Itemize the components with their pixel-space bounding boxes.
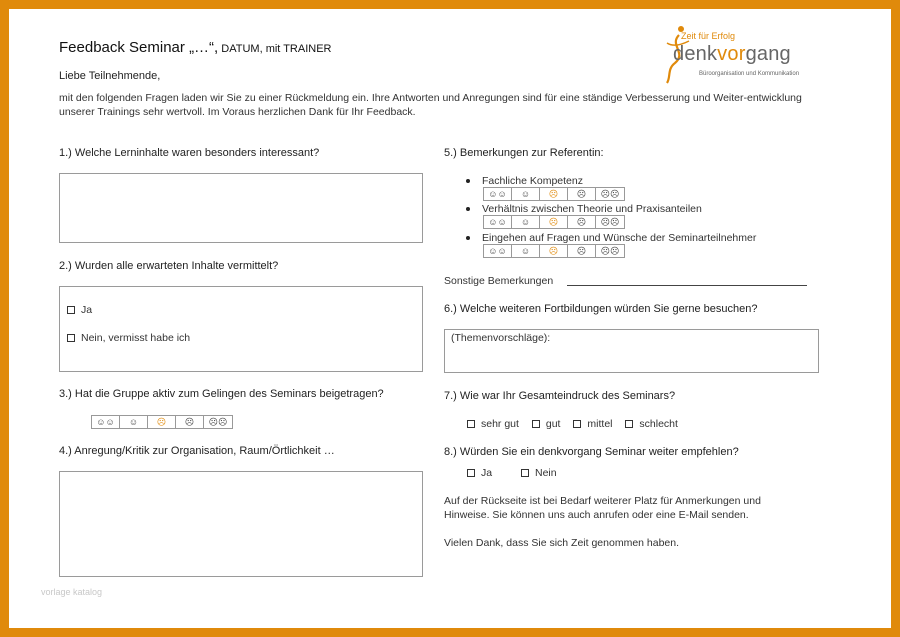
- rating-neutral[interactable]: ☹: [540, 216, 568, 228]
- q5-label: 5.) Bemerkungen zur Referentin:: [444, 147, 604, 159]
- watermark: vorlage katalog: [41, 587, 103, 597]
- q2-option-yes[interactable]: Ja: [67, 304, 92, 316]
- logo-subtitle: Büroorganisation und Kommunikation: [699, 71, 800, 77]
- rating-very-good[interactable]: ☺☺: [92, 416, 120, 428]
- q5-rating-scale-3[interactable]: [483, 244, 625, 258]
- q6-label: 6.) Welche weiteren Fortbildungen würden Sie gerne besuchen?: [444, 303, 758, 315]
- q3-rating-scale[interactable]: [91, 415, 233, 429]
- checkbox[interactable]: [521, 469, 529, 477]
- q5-rating-scale-1[interactable]: [483, 187, 625, 201]
- footer-thanks: Vielen Dank, dass Sie sich Zeit genommen haben.: [444, 537, 680, 549]
- rating-very-good[interactable]: ☺☺: [484, 245, 512, 257]
- q3-label: 3.) Hat die Gruppe aktiv zum Gelingen des Seminars beigetragen?: [59, 388, 384, 400]
- q8-label: 8.) Würden Sie ein denkvorgang Seminar weiter empfehlen?: [444, 446, 739, 458]
- rating-very-good[interactable]: ☺☺: [484, 188, 512, 200]
- rating-bad[interactable]: ☹: [176, 416, 204, 428]
- checkbox[interactable]: [532, 420, 540, 428]
- logo-tagline: Zeit für Erfolg: [681, 31, 736, 41]
- q8-option-yes[interactable]: Ja: [467, 467, 492, 479]
- checkbox[interactable]: [467, 469, 475, 477]
- intro-text: mit den folgenden Fragen laden wir Sie zu einer Rückmeldung ein. Ihre Antworten und Anregungen sind für eine ständige Verbesserung und Weiter-entwicklung unserer Trainings sehr wertvoll. Im Voraus herzlichen Dank für Ihr Feedback.: [59, 92, 802, 118]
- rating-bad[interactable]: ☹: [568, 245, 596, 257]
- page-title: Feedback Seminar „…“, DATUM, mit TRAINER: [59, 39, 332, 56]
- q7-option-sehr-gut[interactable]: sehr gut: [467, 418, 519, 430]
- rating-very-bad[interactable]: ☹☹: [600, 246, 620, 256]
- checkbox[interactable]: [625, 420, 633, 428]
- q7-option-mittel[interactable]: mittel: [573, 418, 612, 430]
- q6-placeholder: (Themenvorschläge):: [451, 332, 551, 344]
- rating-very-good[interactable]: ☺☺: [484, 216, 512, 228]
- rating-good[interactable]: ☺: [120, 416, 148, 428]
- q5-item: Eingehen auf Fragen und Wünsche der Seminarteilnehmer: [466, 232, 756, 244]
- q2-answer-box: [59, 286, 423, 372]
- rating-neutral[interactable]: ☹: [540, 188, 568, 200]
- q1-label: 1.) Welche Lerninhalte waren besonders interessant?: [59, 147, 320, 159]
- q7-option-schlecht[interactable]: schlecht: [625, 418, 678, 430]
- checkbox[interactable]: [67, 334, 75, 342]
- q8-option-no[interactable]: Nein: [521, 467, 557, 479]
- q4-label: 4.) Anregung/Kritik zur Organisation, Raum/Örtlichkeit …: [59, 445, 335, 457]
- rating-very-bad[interactable]: ☹☹: [600, 217, 620, 227]
- rating-good[interactable]: ☺: [512, 245, 540, 257]
- checkbox[interactable]: [67, 306, 75, 314]
- q7-options: [467, 418, 678, 430]
- checkbox[interactable]: [467, 420, 475, 428]
- rating-bad[interactable]: ☹: [568, 216, 596, 228]
- checkbox[interactable]: [573, 420, 581, 428]
- q5-other-line[interactable]: [567, 285, 807, 286]
- greeting: Liebe Teilnehmende,: [59, 70, 161, 82]
- q4-answer-box[interactable]: [59, 471, 423, 577]
- q1-answer-box[interactable]: [59, 173, 423, 243]
- feedback-form-page: [9, 9, 891, 628]
- rating-good[interactable]: ☺: [512, 188, 540, 200]
- q5-other-label: Sonstige Bemerkungen: [444, 275, 554, 287]
- rating-good[interactable]: ☺: [512, 216, 540, 228]
- q5-item: Verhältnis zwischen Theorie und Praxisanteilen: [466, 203, 702, 215]
- q5-rating-scale-2[interactable]: [483, 215, 625, 229]
- q7-label: 7.) Wie war Ihr Gesamteindruck des Seminars?: [444, 390, 676, 402]
- footer-note: Auf der Rückseite ist bei Bedarf weiterer Platz für Anmerkungen und Hinweise. Sie können uns auch anrufen oder eine E-Mail senden.: [444, 495, 761, 521]
- rating-neutral[interactable]: ☹: [540, 245, 568, 257]
- logo-name: denkvorgang: [673, 43, 791, 65]
- rating-very-bad[interactable]: ☹☹: [600, 189, 620, 199]
- q7-option-gut[interactable]: gut: [532, 418, 561, 430]
- q2-option-no[interactable]: Nein, vermisst habe ich: [67, 332, 190, 344]
- rating-bad[interactable]: ☹: [568, 188, 596, 200]
- q2-label: 2.) Wurden alle erwarteten Inhalte vermittelt?: [59, 260, 279, 272]
- rating-very-bad[interactable]: ☹☹: [208, 417, 228, 427]
- q5-item: Fachliche Kompetenz: [466, 175, 583, 187]
- rating-neutral[interactable]: ☹: [148, 416, 176, 428]
